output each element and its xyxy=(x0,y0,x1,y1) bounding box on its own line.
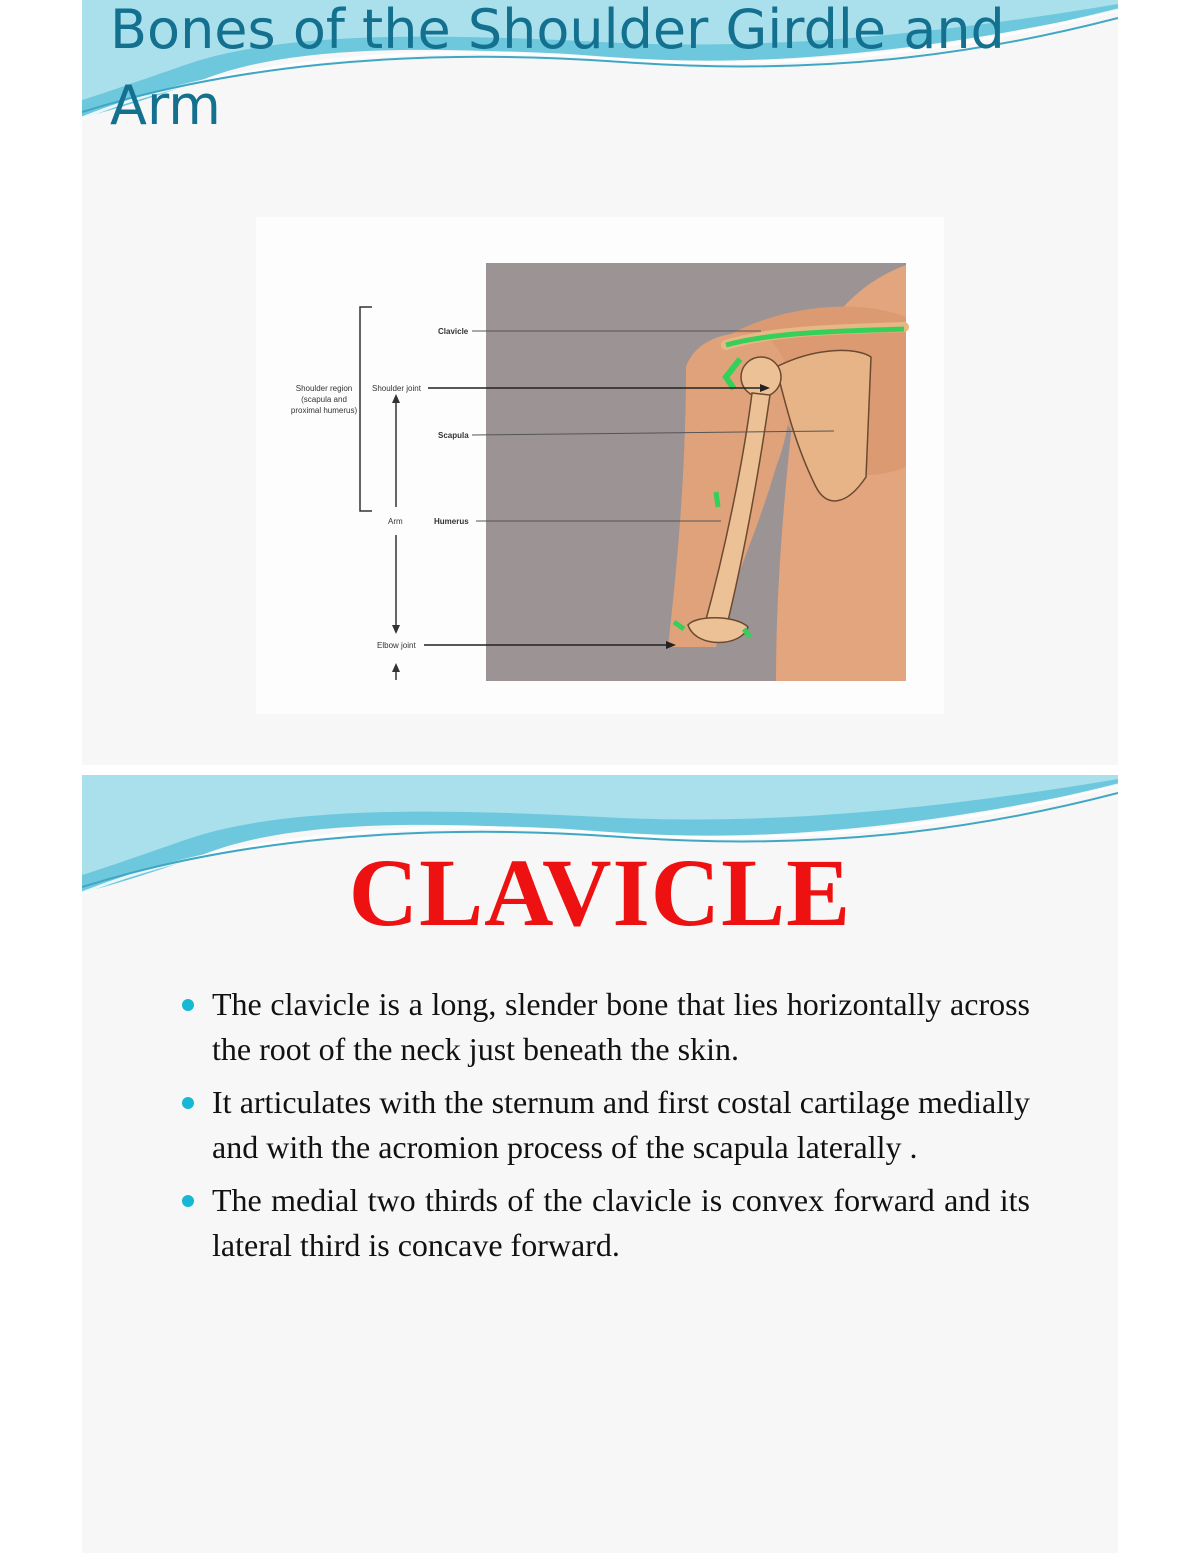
shoulder-region-label-line1: Shoulder region xyxy=(295,384,353,393)
shoulder-region-label-line2: (scapula and xyxy=(301,395,347,404)
anatomy-illustration xyxy=(256,217,944,714)
shoulder-region-label-line3: proximal humerus) xyxy=(290,406,358,415)
shoulder-anatomy-figure xyxy=(256,217,944,714)
scapula-label: Scapula xyxy=(438,431,469,440)
deltoid-tuberosity-highlight xyxy=(716,492,718,507)
shoulder-joint-label: Shoulder joint xyxy=(372,384,421,393)
bullet-dot-icon xyxy=(182,1097,194,1109)
clavicle-label: Clavicle xyxy=(438,327,469,336)
arrow-down-head xyxy=(392,625,400,634)
bullet-text: The medial two thirds of the clavicle is convex forward and its lateral third is concave forward. xyxy=(212,1182,1030,1263)
list-item xyxy=(180,1080,1030,1170)
slide-heading: CLAVICLE xyxy=(348,839,852,946)
list-item xyxy=(180,982,1030,1072)
slide-title: Bones of the Shoulder Girdle and Arm xyxy=(110,0,1005,137)
bullet-text: The clavicle is a long, slender bone that lies horizontally across the root of the neck just beneath the skin. xyxy=(212,986,1030,1067)
list-item xyxy=(180,1178,1030,1268)
arrow-up-head xyxy=(392,394,400,403)
bullet-dot-icon xyxy=(182,1195,194,1207)
bullet-dot-icon xyxy=(182,999,194,1011)
arm-label: Arm xyxy=(388,517,403,526)
slide-shoulder-girdle xyxy=(82,0,1118,765)
bullet-list xyxy=(180,982,1030,1276)
shoulder-region-bracket xyxy=(360,307,372,511)
elbow-joint-label: Elbow joint xyxy=(377,641,416,650)
elbow-arrow-head xyxy=(392,663,400,672)
humerus-label: Humerus xyxy=(434,517,469,526)
bullet-text: It articulates with the sternum and first costal cartilage medially and with the acromion process of the scapula laterally . xyxy=(212,1084,1030,1165)
slide-clavicle xyxy=(82,775,1118,1553)
